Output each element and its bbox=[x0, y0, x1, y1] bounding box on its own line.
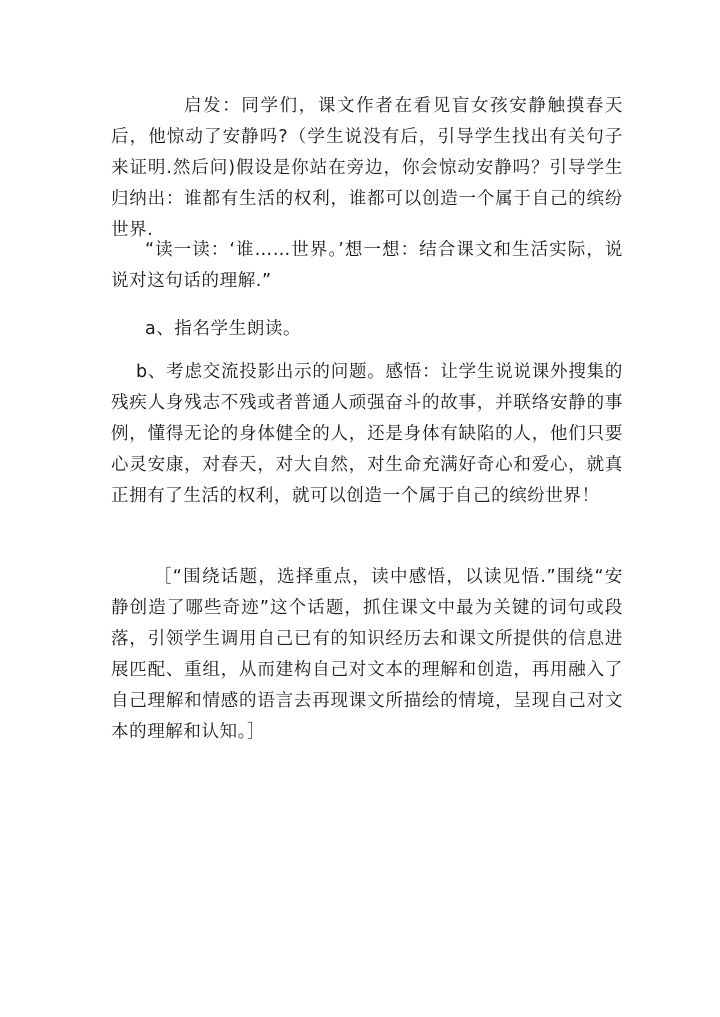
paragraph-step-b: b、考虑交流投影出示的问题。感悟：让学生说说课外搜集的残疾人身残志不残或者普通人顽强奋斗的故事，并联络安静的事例，懂得无论的身体健全的人，还是身体有缺陷的人，他们只要心灵安康，对春天，对大自然，对生命充满好奇心和爱心，就真正拥有了生活的权利，就可以创造一个属于自己的缤纷世界！ bbox=[111, 362, 623, 506]
paragraph-inspiration: 启发：同学们，课文作者在看见盲女孩安静触摸春天后，他惊动了安静吗?（学生说没有后，引导学生找出有关句子来证明.然后问)假设是你站在旁边，你会惊动安静吗？引导学生归纳出：谁都有生活的权利，谁都可以创造一个属于自己的缤纷世界. bbox=[111, 96, 623, 240]
paragraph-step-a: a、指名学生朗读。 bbox=[145, 319, 302, 339]
paragraph-commentary: ［“围绕话题，选择重点，读中感悟，以读见悟.”围绕“安静创造了哪些奇迹”这个话题，抓住课文中最为关键的词句或段落，引领学生调用自己已有的知识经历去和课文所提供的信息进展匹配、重组，从而建构自己对文本的理解和创造，再用融入了自己理解和情感的语言去再现课文所描绘的情境，呈现自己对文本的理解和认知。］ bbox=[111, 567, 623, 742]
paragraph-read-and-think: “读一读：‘谁……世界。’想一想：结合课文和生活实际，说说对这句话的理解.” bbox=[111, 240, 623, 291]
